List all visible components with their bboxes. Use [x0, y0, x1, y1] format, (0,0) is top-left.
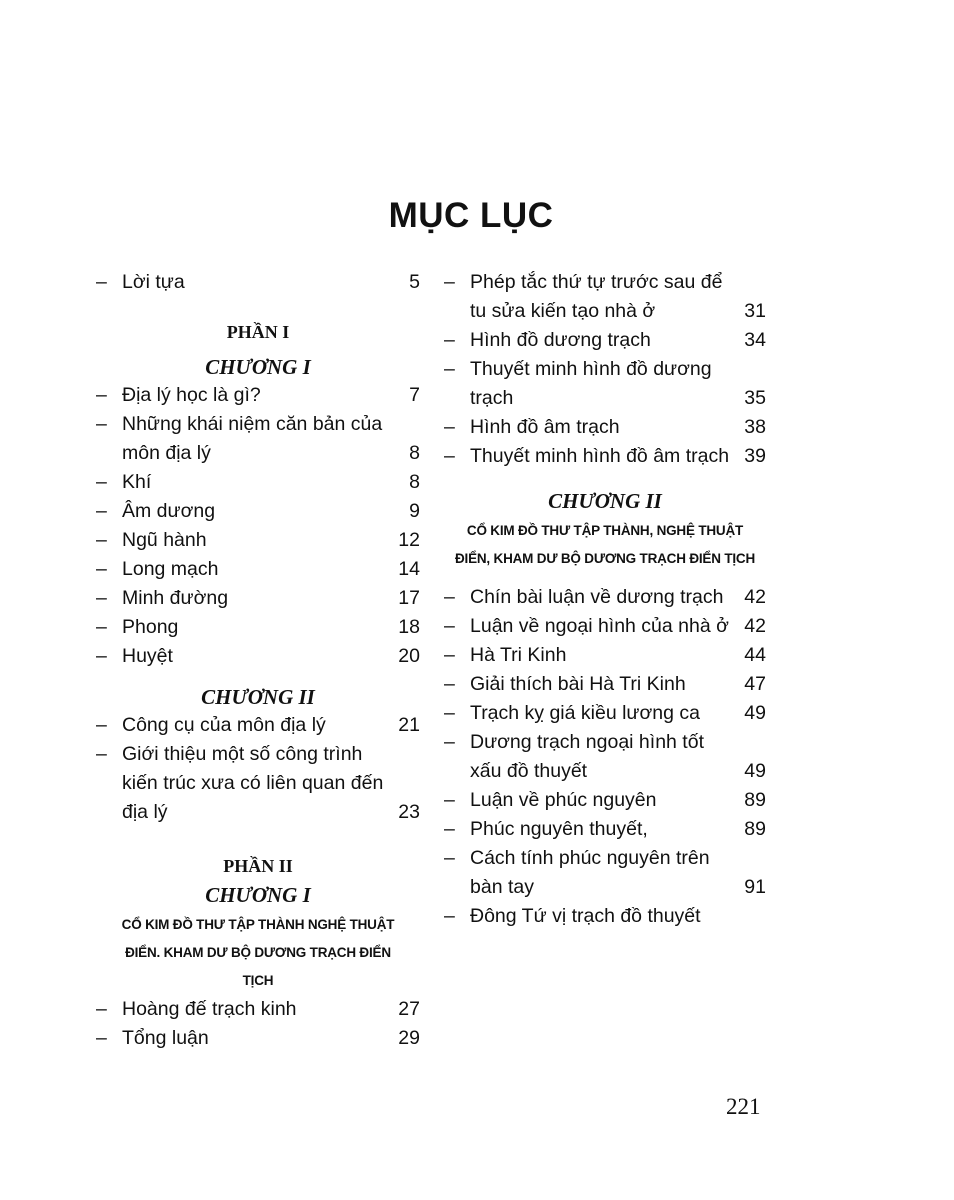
page-number: 221: [726, 1094, 761, 1119]
entry-title: Huyệt: [122, 645, 173, 667]
page-title: MỤC LỤC: [388, 196, 554, 235]
entry-page: 27: [398, 998, 420, 1020]
entry-page: 38: [744, 416, 766, 438]
bullet-dash: –: [96, 616, 107, 638]
toc-entry: [96, 584, 420, 613]
chapter-heading: CHƯƠNG I: [205, 883, 311, 907]
entry-title: Hình đồ dương trạch: [470, 329, 651, 351]
toc-entry: [444, 612, 766, 641]
bullet-dash: –: [444, 905, 455, 927]
entry-title: Tổng luận: [122, 1027, 209, 1049]
toc-entry: [444, 699, 766, 728]
entry-page: 49: [744, 760, 766, 782]
entry-title: Luận về ngoại hình của nhà ở: [470, 615, 729, 637]
bullet-dash: –: [96, 645, 107, 667]
toc-entry: [444, 815, 766, 844]
bullet-dash: –: [444, 416, 455, 438]
entry-page: 42: [744, 615, 766, 637]
entry-page: 29: [398, 1027, 420, 1049]
entry-page: 7: [409, 384, 420, 406]
toc-entry: [444, 844, 766, 902]
entry-page: 21: [398, 714, 420, 736]
toc-entry: [444, 583, 766, 612]
entry-page: 23: [398, 801, 420, 823]
toc-entry: [96, 381, 420, 410]
entry-title: Khí: [122, 471, 152, 493]
entry-title: Long mạch: [122, 558, 219, 580]
toc-entry: [444, 728, 766, 786]
entry-page: 17: [398, 587, 420, 609]
entry-page: 8: [409, 471, 420, 493]
toc-entry: [444, 326, 766, 355]
chapter-heading: CHƯƠNG I: [205, 355, 311, 379]
entry-page: 35: [744, 387, 766, 409]
entry-page: 12: [398, 529, 420, 551]
chapter-entries: [444, 583, 766, 931]
entry-title: Luận về phúc nguyên: [470, 789, 657, 811]
bullet-dash: –: [444, 615, 455, 637]
entry-title: Phép tắc thứ tự trước sau để tu sửa kiến tạo nhà ở: [470, 271, 723, 322]
bullet-dash: –: [96, 384, 107, 406]
bullet-dash: –: [96, 587, 107, 609]
toc-entry: [96, 1024, 420, 1053]
entry-page: 14: [398, 558, 420, 580]
bullet-dash: –: [444, 271, 455, 293]
entry-page: 89: [744, 789, 766, 811]
entry-page: 20: [398, 645, 420, 667]
entry-title: Thuyết minh hình đồ âm trạch: [470, 445, 730, 467]
entry-title: Cách tính phúc nguyên trên bàn tay: [470, 847, 710, 898]
entry-title: Chín bài luận về dương trạch: [470, 586, 724, 608]
toc-entry: [96, 740, 420, 827]
entry-page: 8: [409, 442, 420, 464]
bullet-dash: –: [96, 529, 107, 551]
bullet-dash: –: [444, 329, 455, 351]
toc-entry: [96, 995, 420, 1024]
chapter-heading: CHƯƠNG II: [548, 489, 662, 513]
toc-entry: [444, 641, 766, 670]
entry-title: Lời tựa: [122, 271, 185, 293]
bullet-dash: –: [444, 702, 455, 724]
entry-page: 18: [398, 616, 420, 638]
entry-title: Giới thiệu một số công trình kiến trúc xưa có liên quan đến địa lý: [122, 743, 384, 823]
chapter-subtitle: CỔ KIM ĐỒ THƯ TẬP THÀNH, NGHỆ THUẬT ĐIỂN, KHAM DƯ BỘ DƯƠNG TRẠCH ĐIỂN TỊCH: [454, 523, 756, 566]
bullet-dash: –: [444, 818, 455, 840]
chapter-entries: [96, 381, 420, 671]
entry-page: 31: [744, 300, 766, 322]
toc-entry: [96, 268, 420, 297]
entry-page: 42: [744, 586, 766, 608]
bullet-dash: –: [444, 358, 455, 380]
bullet-dash: –: [444, 789, 455, 811]
bullet-dash: –: [444, 644, 455, 666]
bullet-dash: –: [96, 271, 107, 293]
entry-page: 47: [744, 673, 766, 695]
toc-entry: [444, 442, 766, 471]
entry-title: Minh đường: [122, 587, 229, 609]
toc-entry: [96, 410, 420, 468]
toc-entry: [96, 642, 420, 671]
entry-page: 34: [744, 329, 766, 351]
toc-entry: [96, 526, 420, 555]
toc-entry: [96, 711, 420, 740]
entry-title: Ngũ hành: [122, 529, 207, 551]
entry-title: Đông Tứ vị trạch đồ thuyết: [470, 905, 701, 927]
entry-title: Hà Tri Kinh: [470, 644, 567, 666]
entry-title: Trạch kỵ giá kiều lương ca: [470, 702, 700, 724]
bullet-dash: –: [96, 413, 107, 435]
toc-entry: [96, 555, 420, 584]
chapter-entries: [96, 995, 420, 1053]
entry-title: Âm dương: [122, 500, 216, 522]
entry-page: 49: [744, 702, 766, 724]
toc-left-column: [96, 268, 420, 1053]
entry-title: Những khái niệm căn bản của môn địa lý: [122, 413, 383, 464]
toc-entry: [444, 268, 766, 326]
bullet-dash: –: [96, 998, 107, 1020]
toc-entry: [444, 786, 766, 815]
bullet-dash: –: [96, 471, 107, 493]
entry-title: Công cụ của môn địa lý: [122, 714, 326, 736]
bullet-dash: –: [96, 500, 107, 522]
toc-entry: [96, 468, 420, 497]
part-heading: PHẦN II: [223, 856, 293, 876]
bullet-dash: –: [444, 445, 455, 467]
entry-title: Phúc nguyên thuyết,: [470, 818, 648, 840]
entry-page: 9: [409, 500, 420, 522]
entry-page: 39: [744, 445, 766, 467]
entry-title: Địa lý học là gì?: [122, 384, 261, 406]
bullet-dash: –: [96, 558, 107, 580]
toc-entry: [444, 413, 766, 442]
entry-title: Dương trạch ngoại hình tốt xấu đồ thuyết: [470, 731, 704, 782]
toc-entry: [96, 613, 420, 642]
toc-entry: [444, 902, 766, 931]
chapter-entries: [96, 711, 420, 827]
entry-page: 89: [744, 818, 766, 840]
bullet-dash: –: [444, 586, 455, 608]
bullet-dash: –: [444, 847, 455, 869]
entry-title: Hình đồ âm trạch: [470, 416, 620, 438]
toc-entry: [444, 355, 766, 413]
bullet-dash: –: [96, 743, 107, 765]
chapter-entries: [444, 268, 766, 471]
entry-page: 91: [744, 876, 766, 898]
entry-page: 44: [744, 644, 766, 666]
bullet-dash: –: [444, 731, 455, 753]
entry-title: Giải thích bài Hà Tri Kinh: [470, 673, 686, 695]
entry-page: 5: [409, 271, 420, 293]
toc-entry: [96, 497, 420, 526]
toc-entry: [444, 670, 766, 699]
entry-title: Phong: [122, 616, 179, 638]
bullet-dash: –: [96, 714, 107, 736]
bullet-dash: –: [96, 1027, 107, 1049]
bullet-dash: –: [444, 673, 455, 695]
part-heading: PHẦN I: [226, 322, 290, 342]
entry-title: Hoàng đế trạch kinh: [122, 998, 297, 1020]
chapter-subtitle: CỔ KIM ĐỒ THƯ TẬP THÀNH NGHỆ THUẬT ĐIỂN. KHAM DƯ BỘ DƯƠNG TRẠCH ĐIỂN TỊCH: [121, 917, 395, 988]
chapter-heading: CHƯƠNG II: [201, 685, 315, 709]
toc-right-column: [444, 268, 766, 931]
entry-title: Thuyết minh hình đồ dương trạch: [470, 358, 712, 409]
